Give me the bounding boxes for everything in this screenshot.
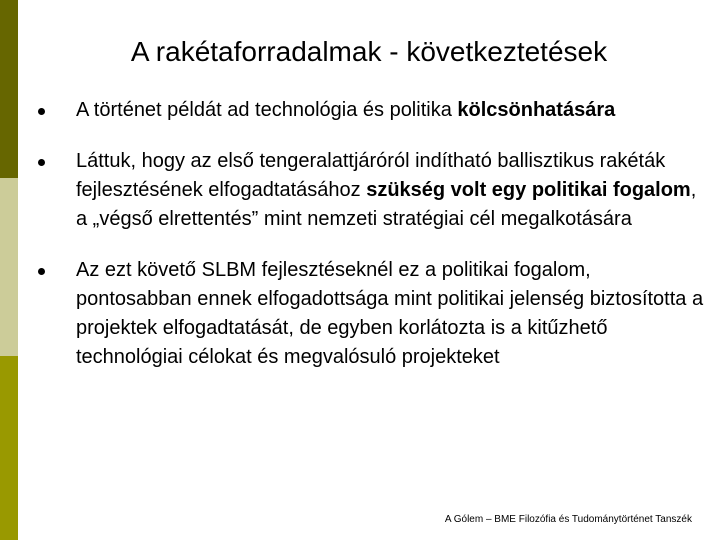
footer-text: A Gólem – BME Filozófia és Tudománytörténet Tanszék	[444, 514, 692, 525]
side-bar-middle	[0, 178, 18, 356]
bullet-dot-icon	[38, 108, 45, 115]
bullet-text-3a: Az ezt követő SLBM fejlesztéseknél ez a politikai fogalom, pontosabban ennek elfogadottsága mint politikai jelenség biztosította a projektek elfogadtatását, de egyben korlátozta is a kitűzhető technológiai célokat és megvalósuló projekteket	[76, 259, 704, 368]
bullet-dot-icon	[38, 268, 45, 275]
bullet-list	[38, 96, 706, 394]
bullet-text-1b: kölcsönhatására	[457, 99, 616, 121]
slide-title: A rakétaforradalmak - következtetések	[130, 36, 608, 67]
bullet-text-2a: Láttuk, hogy az első tengeralattjáróról indítható ballisztikus rakéták fejlesztésének elfogadtatásához	[76, 150, 666, 201]
bullet-text-1a: A történet példát ad technológia és politika	[76, 99, 458, 121]
side-bar-bottom	[0, 356, 18, 540]
side-bar-top	[0, 0, 18, 178]
bullet-text-2c: , a „végső elrettentés” mint nemzeti stratégiai cél megalkotására	[76, 179, 697, 230]
bullet-item-3	[38, 256, 706, 372]
bullet-item-2	[38, 147, 706, 234]
bullet-dot-icon	[38, 159, 45, 166]
bullet-item-1	[38, 96, 706, 125]
bullet-text-2b: szükség volt egy politikai fogalom	[366, 179, 691, 201]
